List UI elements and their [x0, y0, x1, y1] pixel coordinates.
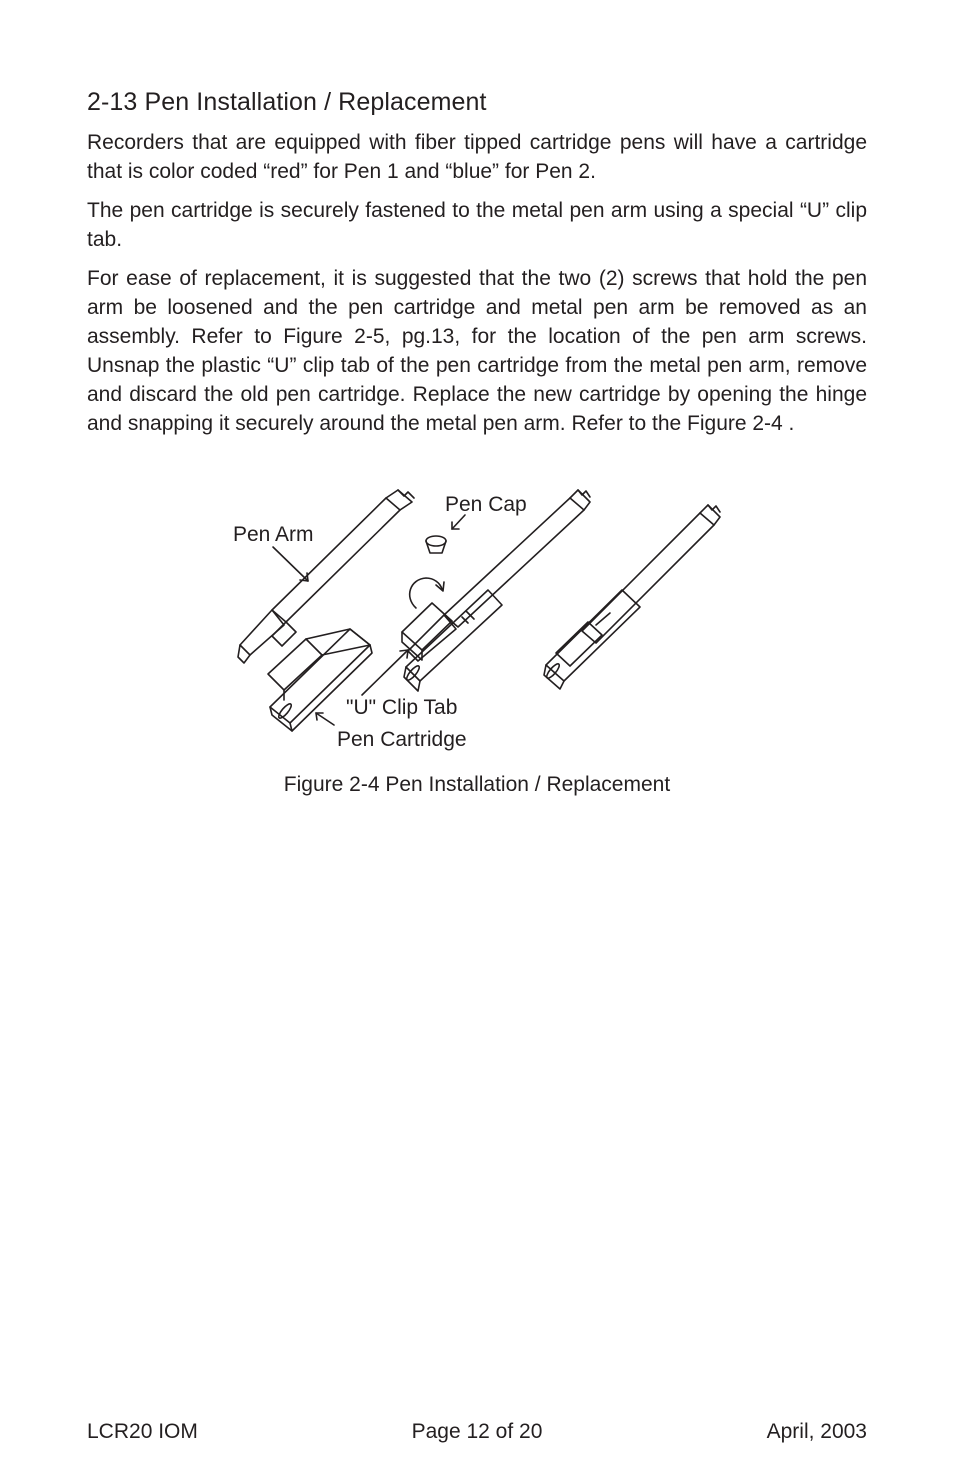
- rotation-arrow: [410, 578, 444, 608]
- pen-arm-drawing-1: [238, 490, 414, 663]
- pen-arm-label: Pen Arm: [233, 523, 314, 546]
- pen-cartridge-leader: [316, 713, 334, 725]
- pen-cap-label: Pen Cap: [445, 493, 527, 516]
- pen-cap-drawing: [426, 536, 446, 553]
- footer-doc-id: LCR20 IOM: [87, 1420, 198, 1443]
- paragraph-clip-tab: The pen cartridge is securely fastened to the metal pen arm using a special “U” clip tab.: [87, 199, 867, 251]
- footer-page-number: Page 12 of 20: [411, 1420, 543, 1443]
- pen-arm-leader: [273, 547, 308, 581]
- pen-cartridge-label: Pen Cartridge: [337, 728, 467, 751]
- pen-installation-figure: [0, 485, 954, 815]
- page-content: [87, 86, 867, 448]
- pen-cartridge-drawing-2: [402, 590, 502, 691]
- u-clip-tab-label: "U" Clip Tab: [346, 696, 458, 719]
- pen-assembly-illustration: [0, 485, 954, 815]
- footer-date: April, 2003: [766, 1420, 867, 1443]
- paragraph-replacement-steps: For ease of replacement, it is suggested that the two (2) screws that hold the pen arm be loosened and the pen cartridge and metal pen arm be removed as an assembly. Refer to Figure 2-5, pg.13, for the location of the pen arm screws. Unsnap the plastic “U” clip tab of the pen cartridge from the metal pen arm, remove and discard the old pen cartridge. Replace the new cartridge by opening the hinge and snapping it securely around the metal pen arm. Refer to the Figure 2-4 .: [87, 267, 867, 435]
- section-title: 2-13 Pen Installation / Replacement: [87, 88, 487, 116]
- pen-cap-leader: [452, 515, 465, 529]
- figure-caption: Figure 2-4 Pen Installation / Replacement: [283, 773, 671, 796]
- paragraph-pen-colors: Recorders that are equipped with fiber tipped cartridge pens will have a cartridge that is color coded “red” for Pen 1 and “blue” for Pen 2.: [87, 131, 867, 183]
- pen-arm-drawing-3: [582, 505, 720, 643]
